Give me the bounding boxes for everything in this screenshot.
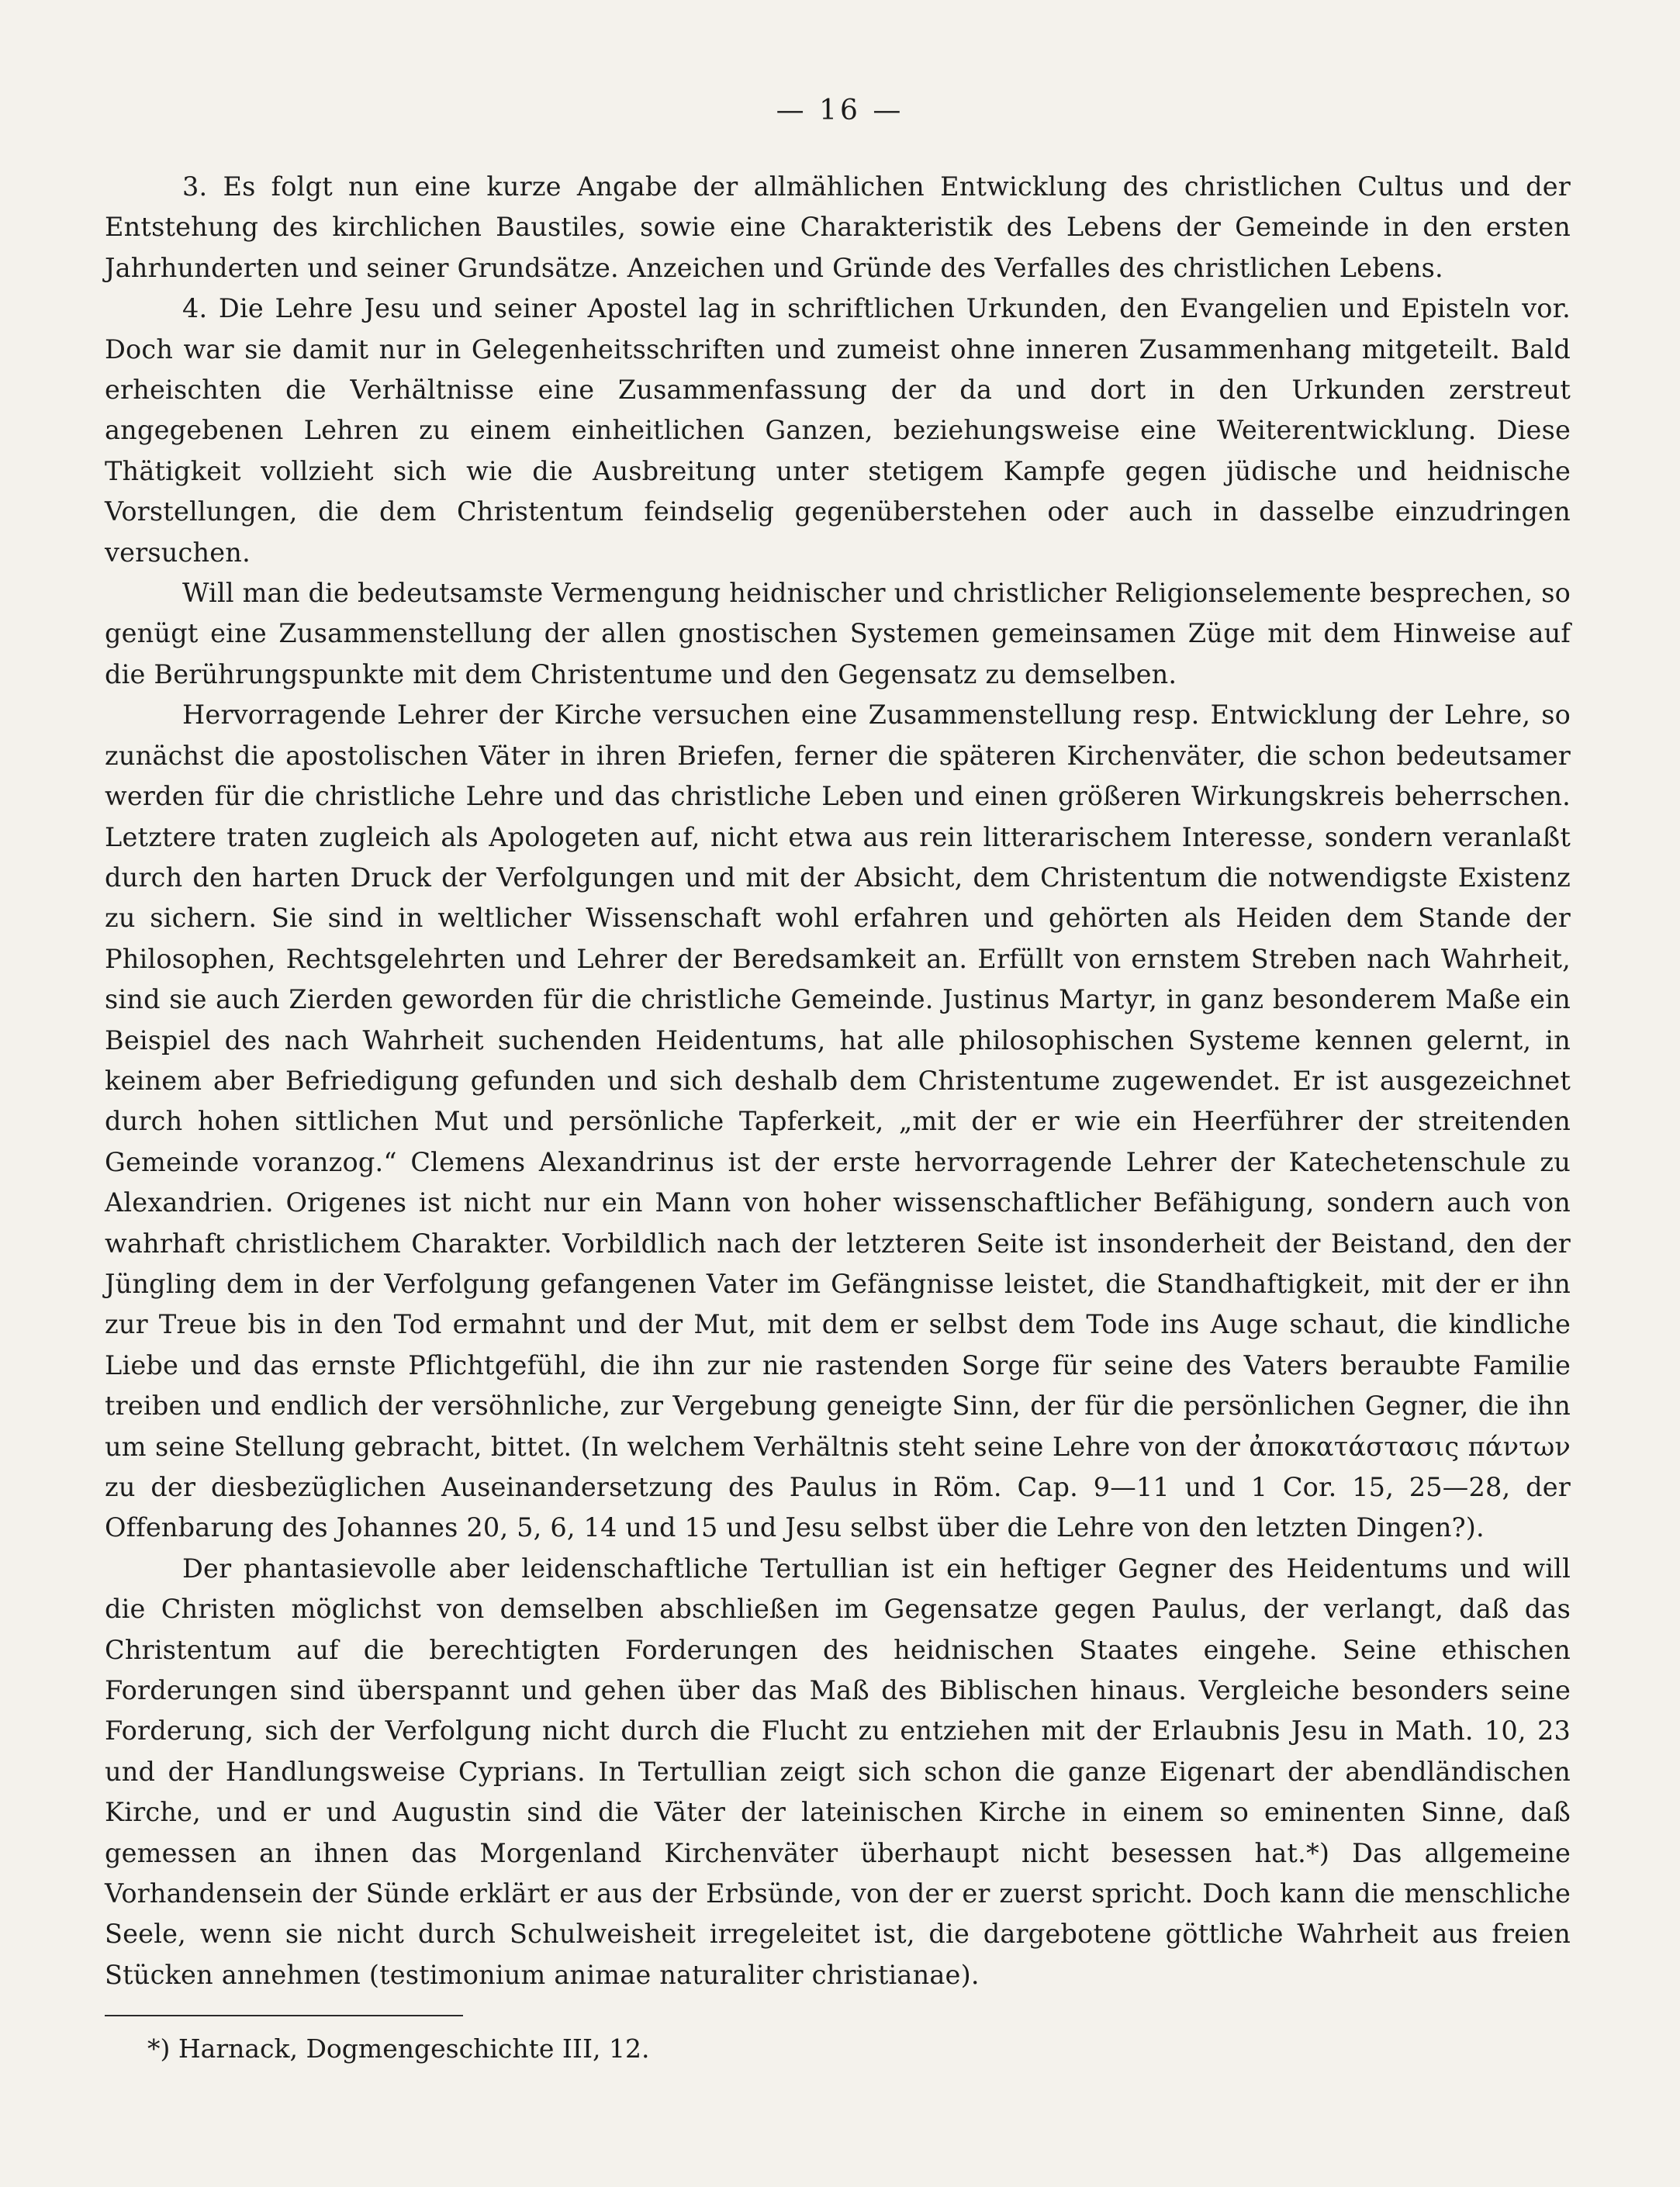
footnote: *) Harnack, Dogmengeschichte III, 12.: [147, 2033, 650, 2064]
paragraph-section-3: 3. Es folgt nun eine kurze Angabe der allmählichen Entwicklung des christlichen Cultus und der Entstehung des kirchlichen Baustiles, sowie eine Charakteristik des Lebens der Gemeinde in den ersten Jahrhunderten und seiner Grundsätze. Anzeichen und Gründe des Verfalles des christlichen Lebens.: [105, 171, 1571, 283]
paragraph-church-fathers: Hervorragende Lehrer der Kirche versuchen eine Zusammenstellung resp. Entwicklung der Lehre, so zunächst die apostolischen Väter in ihren Briefen, ferner die späteren Kirchenväter, die schon bedeutsamer werden für die christliche Lehre und das christliche Leben und einen größeren Wirkungskreis beherrschen. Letztere traten zugleich als Apologeten auf, nicht etwa aus rein litterarischem Interesse, sondern veranlaßt durch den harten Druck der Verfolgungen und mit der Absicht, dem Christentum die notwendigste Existenz zu sichern. Sie sind in weltlicher Wissenschaft wohl erfahren und gehörten als Heiden dem Stande der Philosophen, Rechtsgelehrten und Lehrer der Beredsamkeit an. Erfüllt von ernstem Streben nach Wahrheit, sind sie auch Zierden geworden für die christliche Gemeinde. Justinus Martyr, in ganz besonderem Maße ein Beispiel des nach Wahrheit suchenden Heidentums, hat alle philosophischen Systeme kennen gelernt, in keinem aber Befriedigung gefunden und sich deshalb dem Christentume zugewendet. Er ist ausgezeichnet durch hohen sittlichen Mut und persönliche Tapferkeit, „mit der er wie ein Heerführer der streitenden Gemeinde voranzog.“ Clemens Alexandrinus ist der erste hervorragende Lehrer der Katechetenschule zu Alexandrien. Origenes ist nicht nur ein Mann von hoher wissenschaftlicher Befähigung, sondern auch von wahrhaft christlichem Charakter. Vorbildlich nach der letzteren Seite ist insonderheit der Beistand, den der Jüngling dem in der Verfolgung gefangenen Vater im Gefängnisse leistet, die Standhaftigkeit, mit der er ihn zur Treue bis in den Tod ermahnt und der Mut, mit dem er selbst dem Tode ins Auge schaut, die kindliche Liebe und das ernste Pflichtgefühl, die ihn zur nie rastenden Sorge für seine des Vaters beraubte Familie treiben und endlich der versöhnliche, zur Vergebung geneigte Sinn, der für die persönlichen Gegner, die ihn um seine Stellung gebracht, bittet. (In welchem Verhältnis steht seine Lehre von der ἀποκατάστασις πάντων zu der diesbezüglichen Auseinandersetzung des Paulus in Röm. Cap. 9—11 und 1 Cor. 15, 25—28, der Offenbarung des Johannes 20, 5, 6, 14 und 15 und Jesu selbst über die Lehre von den letzten Dingen?).: [105, 700, 1571, 1543]
footnote-divider: [105, 2015, 463, 2016]
paragraph-gnostics: Will man die bedeutsamste Vermengung heidnischer und christlicher Religionselemente besprechen, so genügt eine Zusammenstellung der allen gnostischen Systemen gemeinsamen Züge mit dem Hinweise auf die Berührungspunkte mit dem Christentume und den Gegensatz zu demselben.: [105, 578, 1571, 689]
page-number: — 16 —: [776, 95, 904, 126]
body-text: [105, 167, 1571, 1995]
paragraph-section-4: 4. Die Lehre Jesu und seiner Apostel lag in schriftlichen Urkunden, den Evangelien und Episteln vor. Doch war sie damit nur in Gelegenheitsschriften und zumeist ohne inneren Zusammenhang mitgeteilt. Bald erheischten die Verhältnisse eine Zusammenfassung der da und dort in den Urkunden zerstreut angegebenen Lehren zu einem einheitlichen Ganzen, beziehungsweise eine Weiterentwicklung. Diese Thätigkeit vollzieht sich wie die Ausbreitung unter stetigem Kampfe gegen jüdische und heidnische Vorstellungen, die dem Christentum feindselig gegenüberstehen oder auch in dasselbe einzudringen versuchen.: [105, 293, 1571, 568]
paragraph-tertullian: Der phantasievolle aber leidenschaftliche Tertullian ist ein heftiger Gegner des Heidentums und will die Christen möglichst von demselben abschließen im Gegensatze gegen Paulus, der verlangt, daß das Christentum auf die berechtigten Forderungen des heidnischen Staates eingehe. Seine ethischen Forderungen sind überspannt und gehen über das Maß des Biblischen hinaus. Vergleiche besonders seine Forderung, sich der Verfolgung nicht durch die Flucht zu entziehen mit der Erlaubnis Jesu in Math. 10, 23 und der Handlungsweise Cyprians. In Tertullian zeigt sich schon die ganze Eigenart der abendländischen Kirche, und er und Augustin sind die Väter der lateinischen Kirche in einem so eminenten Sinne, daß gemessen an ihnen das Morgenland Kirchenväter überhaupt nicht besessen hat.*) Das allgemeine Vorhandensein der Sünde erklärt er aus der Erbsünde, von der er zuerst spricht. Doch kann die menschliche Seele, wenn sie nicht durch Schulweisheit irregeleitet ist, die dargebotene göttliche Wahrheit aus freien Stücken annehmen (testimonium animae naturaliter christianae).: [105, 1553, 1571, 1990]
